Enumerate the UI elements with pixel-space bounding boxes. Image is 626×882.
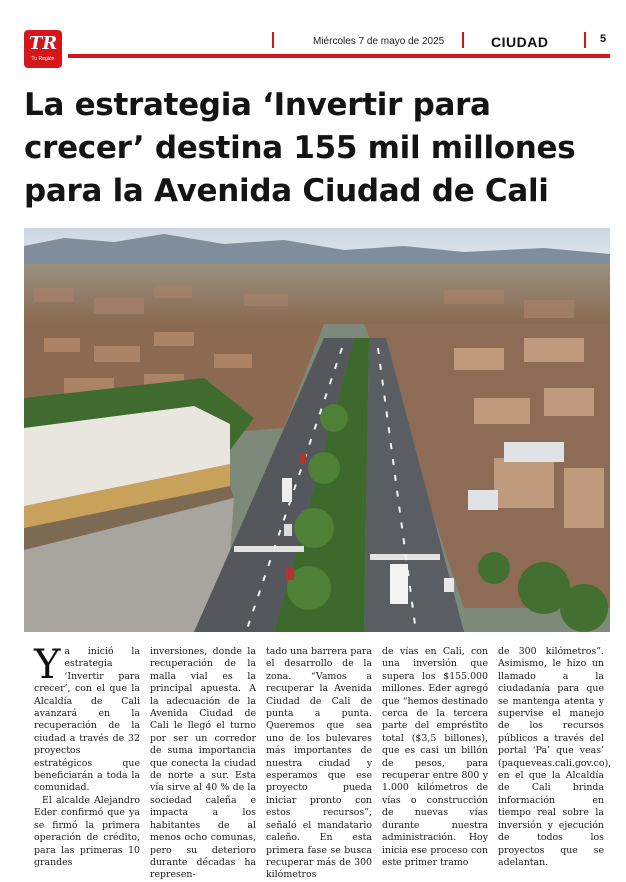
masthead xyxy=(24,30,610,70)
section-name: CIUDAD xyxy=(491,34,549,50)
header-separator xyxy=(584,32,586,48)
header-separator xyxy=(272,32,274,48)
paragraph: tado una barrera para el desarrollo de la zona. “Vamos a recuperar la Avenida Ciudad de Cali de punta a punta. Queremos que sea uno de los bulevares más importantes de nuestra ciudad y esperamos que ese proyecto pueda iniciar pronto con estos recursos”, señaló el mandatario caleño. En esta primera fase se busca recuperar más de 300 kilómetros xyxy=(266,646,372,881)
article-body xyxy=(34,642,612,881)
article-column-1 xyxy=(34,642,140,869)
logo-text: TR xyxy=(28,33,58,54)
header-rule xyxy=(68,54,610,58)
paragraph: a inició la estrategia ‘Invertir para crecer’, con el que la Alcaldía de Cali avanzará en la recuperación de la ciudad a través de 32 proyectos estratégicos que beneficiarán a toda la comunidad. xyxy=(34,646,140,794)
paragraph: inversiones, donde la recuperación de la malla vial es la principal apuesta. A la adecuación de la Avenida Ciudad de Cali le llegó el turno por ser un corredor de suma importancia que conecta la ciudad de norte a sur. Esta vía sirve al 40 % de la sociedad caleña e impacta a los habitantes de al menos ocho comunas, pero su deterioro durante décadas ha represen- xyxy=(150,646,256,881)
issue-date: Miércoles 7 de mayo de 2025 xyxy=(313,36,445,47)
article-column-4 xyxy=(382,646,488,869)
article-headline: La estrategia ‘Invertir para crecer’ destina 155 mil millones para la Avenida Ciudad de Cali xyxy=(24,87,576,209)
drop-cap: Y xyxy=(34,642,61,688)
header-separator xyxy=(462,32,464,48)
article-column-2 xyxy=(150,646,256,882)
page-number: 5 xyxy=(600,33,607,45)
newspaper-logo xyxy=(24,30,62,68)
paragraph: de 300 kilómetros”. Asimismo, le hizo un llamado a la ciudadanía para que se mantenga atenta y supervise el manejo de los recursos públicos a través del portal ‘Pa’ que veas’ (paqueveas.cali.gov.co), en el que la Alcaldía de Cali brinda información en tiempo real sobre la inversión y ejecución de todos los proyectos que se adelantan. xyxy=(498,646,612,868)
logo-subtext: Tu Región xyxy=(31,56,55,62)
aerial-city-avenue-photo xyxy=(24,228,610,632)
paragraph: El alcalde Alejandro Eder confirmó que ya se firmó la primera operación de crédito, para las primeras 10 grandes xyxy=(34,794,140,868)
paragraph: de vías en Cali, con una inversión que supera los $155.000 millones. Eder agregó que “hemos destinado cerca de la tercera parte del empréstito total ($3,5 billones), que es casi un billón de pesos, para recuperar entre 800 y 1.000 kilómetros de vías o construcción de nuevas vías durante nuestra administración. Hoy inicia ese proceso con este primer tramo xyxy=(382,646,488,868)
article-column-5 xyxy=(498,646,612,869)
article-column-3 xyxy=(266,646,372,882)
